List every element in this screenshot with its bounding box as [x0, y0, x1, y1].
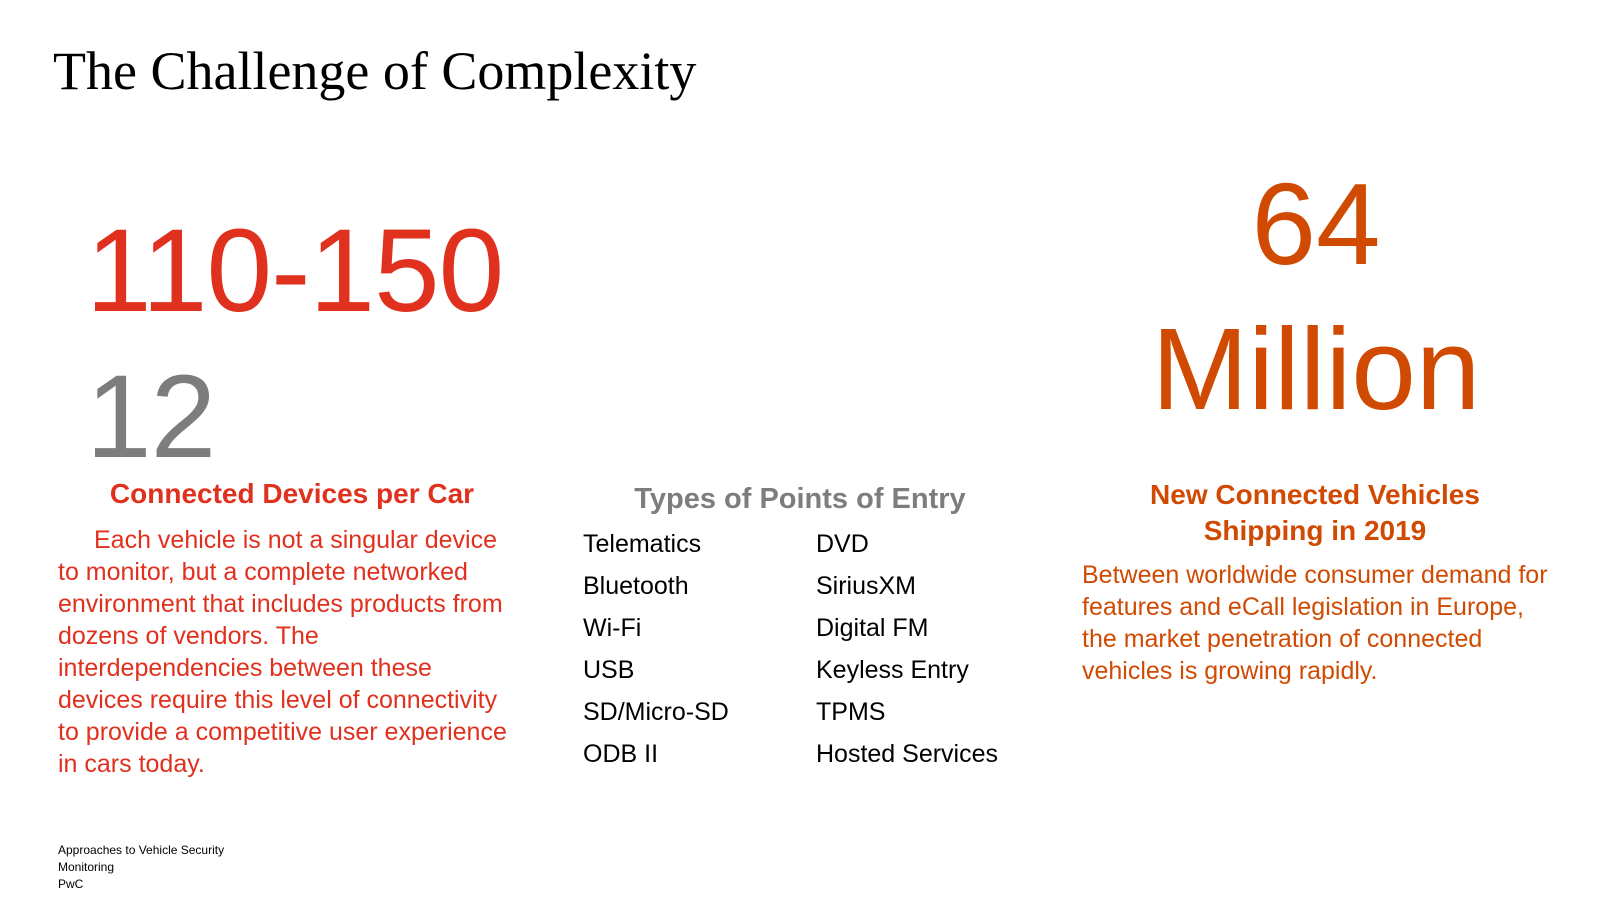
points-of-entry-list-1	[583, 523, 729, 775]
entry-item: SD/Micro-SD	[583, 698, 729, 726]
connected-devices-secondary-number: 12	[86, 351, 216, 483]
footer-company: PwC	[58, 877, 84, 891]
entry-item: ODB II	[583, 740, 659, 768]
entry-item: SiriusXM	[816, 572, 917, 600]
footer	[58, 842, 224, 893]
connected-vehicles-heading-line2: Shipping in 2019	[1203, 515, 1427, 546]
connected-vehicles-description: Between worldwide consumer demand for features and eCall legislation in Europe, the market penetration of connected vehicles is growing rapidly.	[1082, 561, 1548, 685]
entry-item: Hosted Services	[816, 740, 999, 768]
entry-item: Wi-Fi	[583, 614, 642, 642]
entry-item: Digital FM	[816, 614, 929, 642]
slide-title: The Challenge of Complexity	[53, 41, 697, 101]
connected-devices-description: Each vehicle is not a singular device to monitor, but a complete networked environment that includes products from dozens of vendors. The interdependencies between these devices require this level of connectivity to provide a competitive user experience in cars today.	[58, 526, 507, 778]
points-of-entry-list-2	[816, 523, 998, 775]
connected-devices-heading: Connected Devices per Car	[109, 478, 475, 509]
entry-item: Bluetooth	[583, 572, 689, 600]
entry-item: USB	[583, 656, 635, 684]
connected-vehicles-unit: Million	[1151, 304, 1481, 434]
connected-vehicles-heading-line1: New Connected Vehicles	[1150, 479, 1480, 510]
connected-vehicles-heading	[1090, 477, 1540, 549]
entry-item: Telematics	[583, 530, 702, 558]
points-of-entry-heading: Types of Points of Entry	[634, 483, 966, 515]
footer-line1: Approaches to Vehicle Security	[58, 843, 225, 857]
connected-vehicles-number: 64	[1251, 159, 1381, 289]
entry-item: TPMS	[816, 698, 886, 726]
footer-line2: Monitoring	[58, 860, 115, 874]
connected-devices-range: 110-150	[86, 205, 504, 337]
entry-item: Keyless Entry	[816, 656, 969, 684]
connected-vehicles-figure	[1120, 152, 1512, 442]
entry-item: DVD	[816, 530, 869, 558]
